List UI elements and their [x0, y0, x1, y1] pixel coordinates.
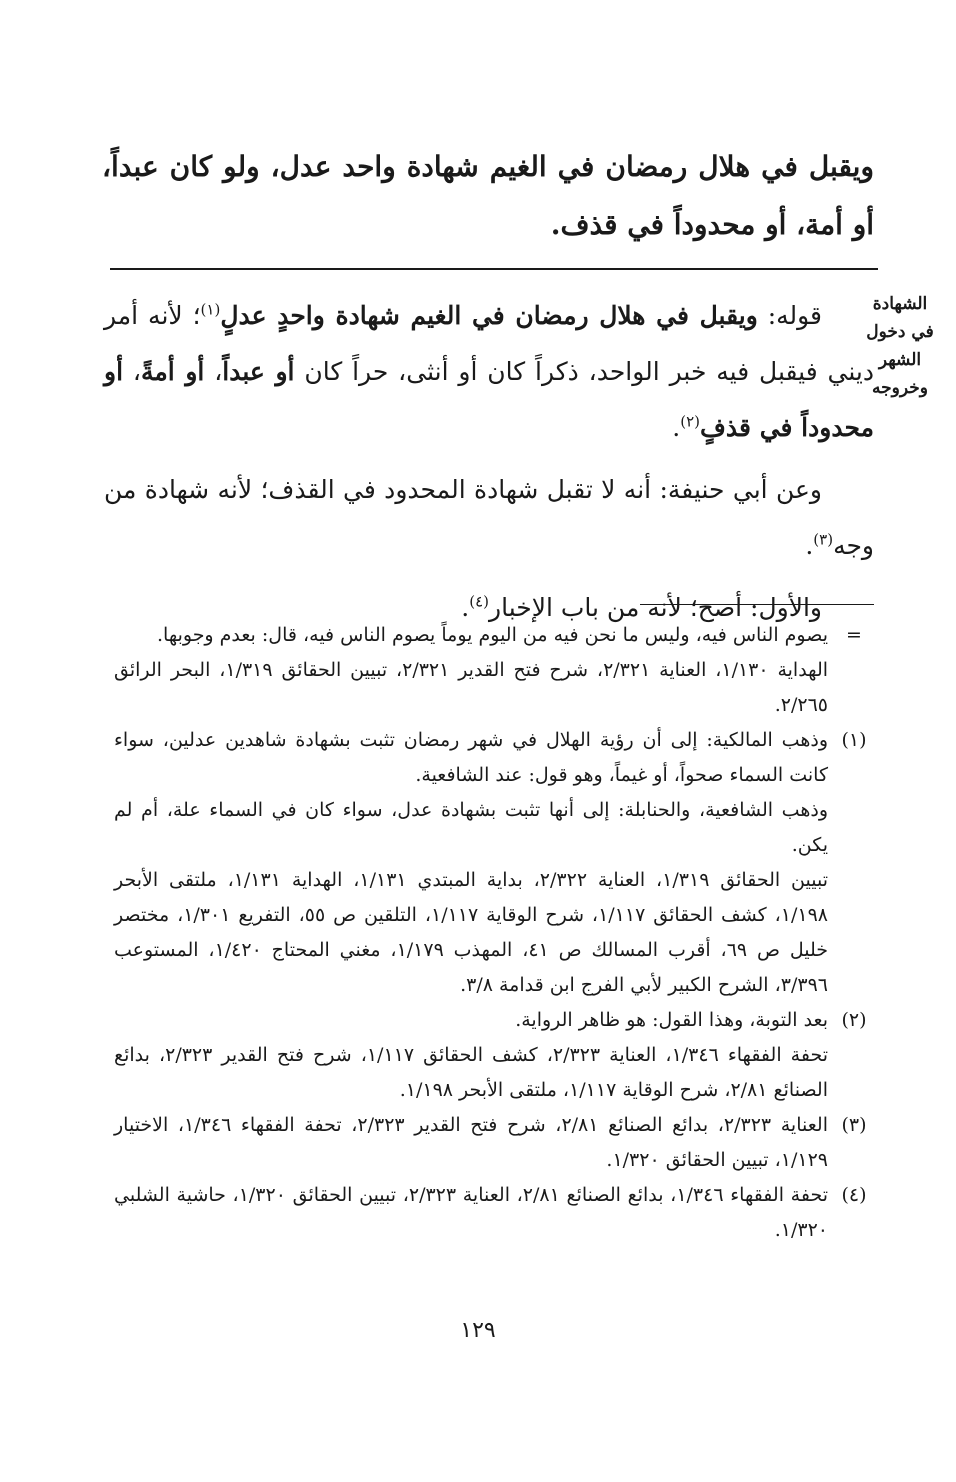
quoted-matn: ويقبل في هلال رمضان في الغيم شهادة واحدٍ عدلٍ — [220, 301, 758, 330]
side-note-line: وخروجه — [872, 378, 928, 398]
footnotes — [114, 618, 874, 1248]
commentary — [104, 288, 874, 642]
top-divider — [110, 268, 878, 270]
side-note-line: الشهر — [878, 350, 922, 370]
footnote-line: يصوم الناس فيه، وليس ما نحن فيه من اليوم يوماً يصوم الناس فيه، قال: بعدم وجوبها. — [157, 624, 828, 646]
footnote-number: (٣) — [841, 1114, 867, 1136]
commentary-text: قوله: — [757, 301, 823, 330]
quoted-matn: أو أمةً — [140, 357, 205, 386]
quoted-matn: أو محدوداً في قذفٍ — [104, 357, 874, 442]
footnote-line: تحفة الفقهاء ١/٣٤٦، العناية ٢/٣٢٣، كشف الحقائق ١/١١٧، شرح فتح القدير ٢/٣٢٣، بدائع الصنائع ٢/٨١، شرح الوقاية ١/١١٧، ملتقى الأبحر ١/١٩٨. — [114, 1044, 829, 1101]
footnote-ref: (١) — [200, 300, 221, 319]
footnote — [114, 723, 874, 1003]
footnote-line: وذهب الشافعية، والحنابلة: إلى أنها تثبت بشهادة عدل، سواء كان في السماء علة، أم لم يكن. — [114, 799, 828, 856]
commentary-paragraph — [104, 462, 874, 574]
footnote-number: = — [846, 624, 862, 646]
side-note-line: الشهادة — [872, 294, 928, 314]
footnote — [114, 618, 874, 723]
commentary-text: ، — [204, 357, 223, 386]
footnote-ref: (٣) — [813, 530, 834, 549]
footnote-ref: (٢) — [680, 412, 700, 431]
commentary-text: . — [672, 413, 681, 442]
footnote-line: وذهب المالكية: إلى أن رؤية الهلال في شهر رمضان تثبت بشهادة شاهدين عدلين، سواء كانت السماء صحواً، أو غيماً، وهو قول: عند الشافعية. — [114, 729, 828, 786]
footnote-ref: (٤) — [469, 592, 490, 611]
commentary-text: . — [805, 531, 814, 560]
footnote-line: بعد التوبة، وهذا القول: هو ظاهر الرواية. — [515, 1009, 828, 1031]
commentary-text: . — [461, 593, 470, 622]
footnote-number: (٢) — [841, 1009, 867, 1031]
footnote — [114, 1108, 874, 1178]
page-number: ١٢٩ — [460, 1318, 496, 1343]
footnote-line: الهداية ١/١٣٠، العناية ٢/٣٢١، شرح فتح القدير ٢/٣٢١، تبيين الحقائق ١/٣١٩، البحر الرائق ٢/٢٦٥. — [114, 659, 829, 716]
commentary-text: ؛ لأنه أمر ديني فيقبل فيه خبر الواحد، ذكراً كان أو أنثى، حراً كان — [104, 301, 874, 386]
commentary-text: والأول: أصح؛ لأنه من باب الإخبار — [489, 593, 822, 622]
quoted-matn: أو عبداً — [222, 357, 295, 386]
footnote-line: العناية ٢/٣٢٣، بدائع الصنائع ٢/٨١، شرح فتح القدير ٢/٣٢٣، تحفة الفقهاء ١/٣٤٦، الاختيار ١/١٢٩، تبيين الحقائق ١/٣٢٠. — [114, 1114, 828, 1171]
footnote-line: تحفة الفقهاء ١/٣٤٦، بدائع الصنائع ٢/٨١، العناية ٢/٣٢٣، تبيين الحقائق ١/٣٢٠، حاشية الشلبي ١/٣٢٠. — [114, 1184, 828, 1241]
footnote-number: (٤) — [841, 1184, 867, 1206]
commentary-text: وعن أبي حنيفة: أنه لا تقبل شهادة المحدود في القذف؛ لأنه شهادة من وجه — [104, 475, 874, 560]
commentary-paragraph — [104, 288, 874, 456]
matn-text: ويقبل في هلال رمضان في الغيم شهادة واحد عدل، ولو كان عبداً، أو أمة، أو محدوداً في قذف. — [102, 150, 874, 241]
footnote-line: تبيين الحقائق ١/٣١٩، العناية ٢/٣٢٢، بداية المبتدي ١/١٣١، الهداية ١/١٣١، ملتقى الأبحر ١/١٩٨، كشف الحقائق ١/١١٧، شرح الوقاية ١/١١٧، التلقين ص ٥٥، التفريع ١/٣٠١، مختصر خليل ص ٦٩، أقرب المسالك ص ٤١، المهذب ١/١٧٩، مغني المحتاج ١/٤٢٠، المستوعب ٣/٣٩٦، الشرح الكبير لأبي الفرج ابن قدامة ٣/٨. — [114, 869, 828, 996]
footnote — [114, 1178, 874, 1248]
footnote-number: (١) — [841, 729, 867, 751]
footnote — [114, 1003, 874, 1108]
footnote-divider — [640, 604, 874, 605]
commentary-text: ، — [123, 357, 141, 386]
side-note-line: في دخول — [866, 322, 934, 342]
